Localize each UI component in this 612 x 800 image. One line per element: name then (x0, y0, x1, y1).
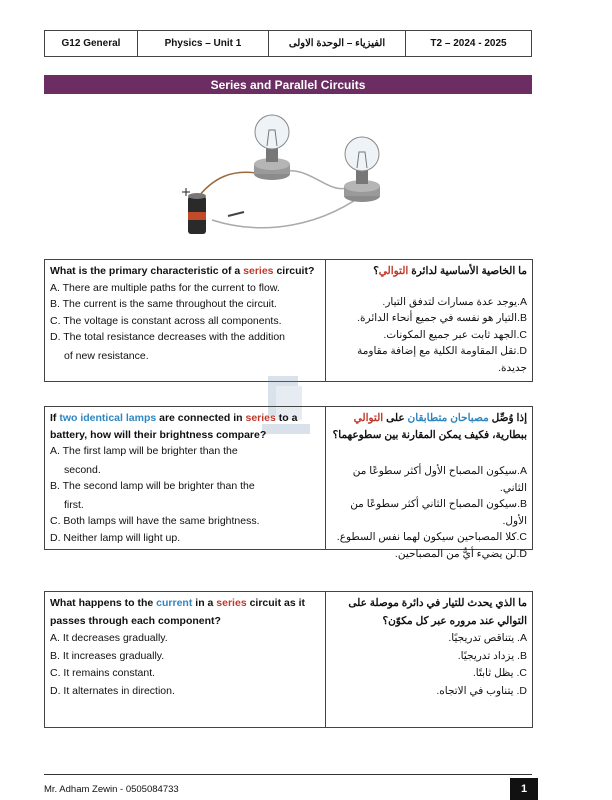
option-b: B. The current is the same throughout the circuit. (50, 298, 277, 310)
question-3-english (45, 592, 326, 727)
option-d-arabic: D.تقل المقاومة الكلية مع إضافة مقاومة جديدة. (357, 345, 527, 374)
option-a-arabic: A.يوجد عدة مسارات لتدفق التيار. (382, 295, 527, 308)
question-1-english (45, 260, 326, 381)
question-1 (44, 259, 533, 382)
page-number: 1 (510, 778, 538, 800)
question-2 (44, 406, 533, 560)
option-a: A. The first lamp will be brighter than the (50, 445, 238, 457)
option-a-arabic: A. يتناقص تدريجيًا. (448, 632, 527, 644)
option-c-arabic: C.الجهد ثابت عبر جميع المكونات. (383, 328, 527, 341)
option-d-arabic: D. يتناوب في الاتجاه. (436, 684, 527, 697)
option-d-continued: of new resistance. (64, 349, 149, 362)
question-2-english (45, 407, 326, 549)
option-a: A. There are multiple paths for the current to flow. (50, 281, 280, 294)
option-d-arabic: D.لن يضيء أيٌّ من المصباحين. (394, 547, 527, 560)
option-d: D. The total resistance decreases with the addition (50, 331, 286, 343)
option-b-arabic: B.سيكون المصباح الثاني أكثر سطوعًا من الأول. (350, 498, 527, 527)
option-c: C. It remains constant. (50, 667, 156, 679)
option-b-arabic: B. يزداد تدريجيًا. (457, 649, 527, 662)
question-2-title: If two identical lamps are connected in series to a battery, how will their brightness compare? (50, 412, 298, 441)
option-c: C. Both lamps will have the same brightness. (50, 515, 260, 527)
circuit-illustration (172, 108, 408, 244)
question-3-title-arabic: ما الذي يحدث للتيار في دائرة موصلة على التوالي عند مروره عبر كل مكوّن؟ (348, 597, 527, 627)
option-a-continued: second. (64, 463, 101, 476)
option-b: B. It increases gradually. (50, 649, 165, 662)
question-3 (44, 591, 533, 728)
option-c: C. The voltage is constant across all components. (50, 314, 282, 327)
question-3-title: What happens to the current in a series circuit as it passes through each component? (50, 597, 306, 627)
option-b-continued: first. (64, 498, 84, 511)
option-c-arabic: C. يظل ثابتًا. (472, 667, 527, 679)
header-grade: G12 General (45, 31, 138, 56)
option-d: D. It alternates in direction. (50, 684, 175, 697)
option-d: D. Neither lamp will light up. (50, 531, 181, 544)
header-subject: Physics – Unit 1 (138, 31, 269, 56)
option-b-arabic: B.التيار هو نفسه في جميع أنحاء الدائرة. (357, 312, 527, 324)
footer-divider (44, 774, 532, 775)
option-a: A. It decreases gradually. (50, 632, 168, 644)
question-1-arabic (326, 260, 532, 381)
option-a-arabic: A.سيكون المصباح الأول أكثر سطوعًا من الثاني. (352, 465, 527, 494)
question-2-arabic (326, 407, 532, 560)
footer-author: Mr. Adham Zewin - 0505084733 (44, 784, 179, 795)
header-table (44, 30, 532, 57)
option-c-arabic: C.كلا المصباحين سيكون لهما نفس السطوع. (336, 531, 527, 543)
question-1-title-arabic: ما الخاصية الأساسية لدائرة التوالي؟ (373, 265, 527, 277)
header-term: T2 – 2024 - 2025 (430, 38, 507, 49)
question-2-title-arabic: إذا وُصِّل مصباحان متطابقان على التوالي ببطارية، فكيف يمكن المقارنة بين سطوعهما؟ (332, 412, 527, 441)
question-3-arabic (326, 592, 532, 727)
question-1-title: What is the primary characteristic of a series circuit? (50, 265, 315, 277)
page-title: Series and Parallel Circuits (44, 75, 532, 94)
header-subject-arabic: الفيزياء – الوحدة الاولى (269, 31, 406, 56)
option-b: B. The second lamp will be brighter than the (50, 480, 255, 492)
